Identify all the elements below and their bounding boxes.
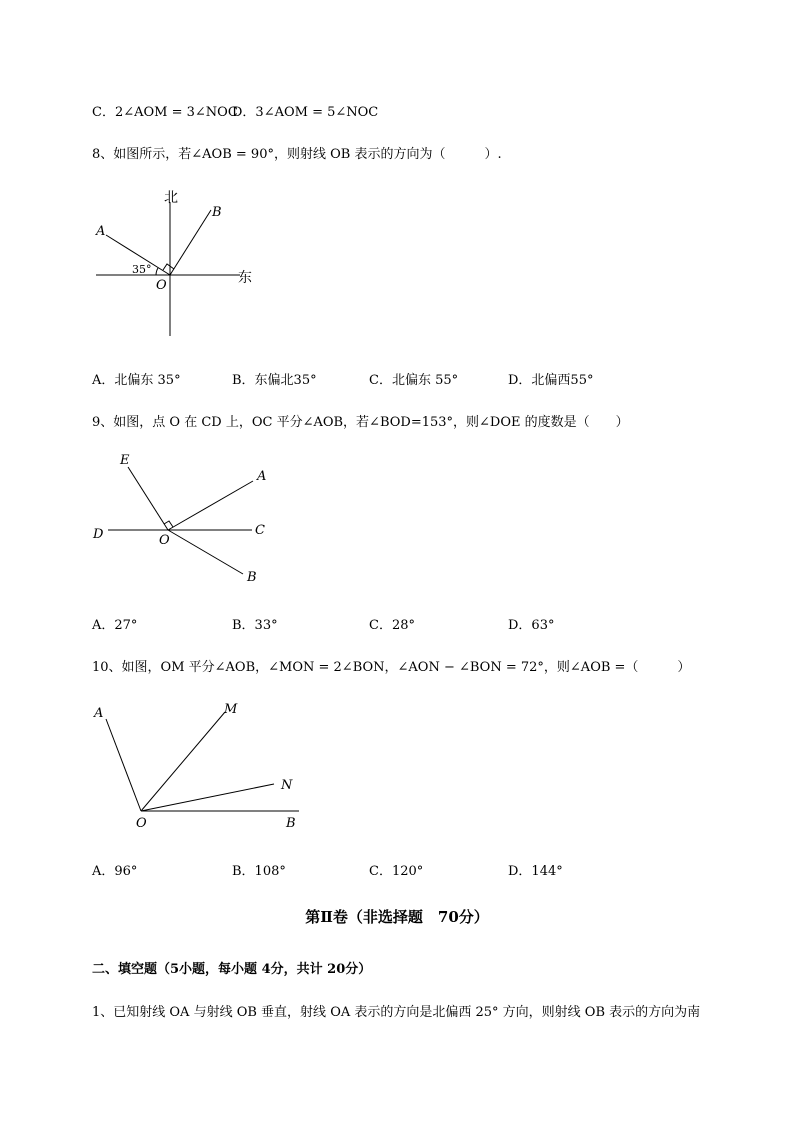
q9-option-d: D．63° [508,618,555,633]
q9-label-a: A [257,469,267,484]
q10-stem: 10、如图，OM 平分∠AOB，∠MON = 2∠BON，∠AON − ∠BON = 72°，则∠AOB =（ ） [92,660,691,675]
q10-label-o: O [136,816,147,831]
q10-ray-oa [106,719,141,811]
q8-option-b: B．东偏北35° [232,373,317,388]
q10-label-n: N [281,778,293,793]
q8-label-a: A [96,224,106,239]
q9-label-e: E [120,453,130,468]
q9-option-a: A．27° [92,618,138,633]
q9-option-b: B．33° [232,618,278,633]
part2-q1-stem: 1、已知射线 OA 与射线 OB 垂直，射线 OA 表示的方向是北偏西 25° 方向，则射线 OB 表示的方向为南 [92,1005,701,1020]
q9-ray-oe [128,467,168,530]
q8-label-b: B [212,205,222,220]
q9-label-b: B [247,570,257,585]
q8-stem: 8、如图所示，若∠AOB = 90°，则射线 OB 表示的方向为（ ）. [92,147,502,162]
q10-option-a: A．96° [92,864,138,879]
part2-section-heading: 二、填空题（5小题，每小题 4分，共计 20分） [92,962,372,977]
q7-option-c: C．2∠AOM = 3∠NOC [92,105,238,120]
q9-stem: 9、如图，点 O 在 CD 上，OC 平分∠AOB，若∠BOD=153°，则∠DOE 的度数是（ ） [92,415,629,430]
q10-figure [90,695,310,835]
q8-label-east: 东 [238,270,252,286]
q10-label-m: M [224,702,238,717]
q10-option-b: B．108° [232,864,286,879]
q10-label-a: A [94,706,104,721]
q8-label-o: O [156,278,167,293]
q8-option-c: C．北偏东 55° [369,373,459,388]
q9-figure [90,450,280,590]
q8-option-d: D．北偏西55° [508,373,594,388]
part2-title: 第Ⅱ卷（非选择题 70分） [305,908,489,926]
q9-ray-ob [168,530,243,574]
q10-label-b: B [286,816,296,831]
q10-option-c: C．120° [369,864,424,879]
q9-label-o: O [159,533,170,548]
q8-figure [90,186,270,336]
q9-ray-oa [168,481,253,530]
q8-label-north: 北 [164,190,178,206]
q8-ray-ob [170,210,211,275]
q9-label-c: C [255,523,265,538]
q9-label-d: D [93,527,104,542]
q10-option-d: D．144° [508,864,563,879]
q8-right-angle-mark [163,264,174,270]
q8-label-angle: 35° [132,263,152,276]
q7-option-d: D．3∠AOM = 5∠NOC [232,105,379,120]
q8-angle-arc [156,268,158,275]
q8-option-a: A．北偏东 35° [92,373,181,388]
q9-option-c: C．28° [369,618,415,633]
